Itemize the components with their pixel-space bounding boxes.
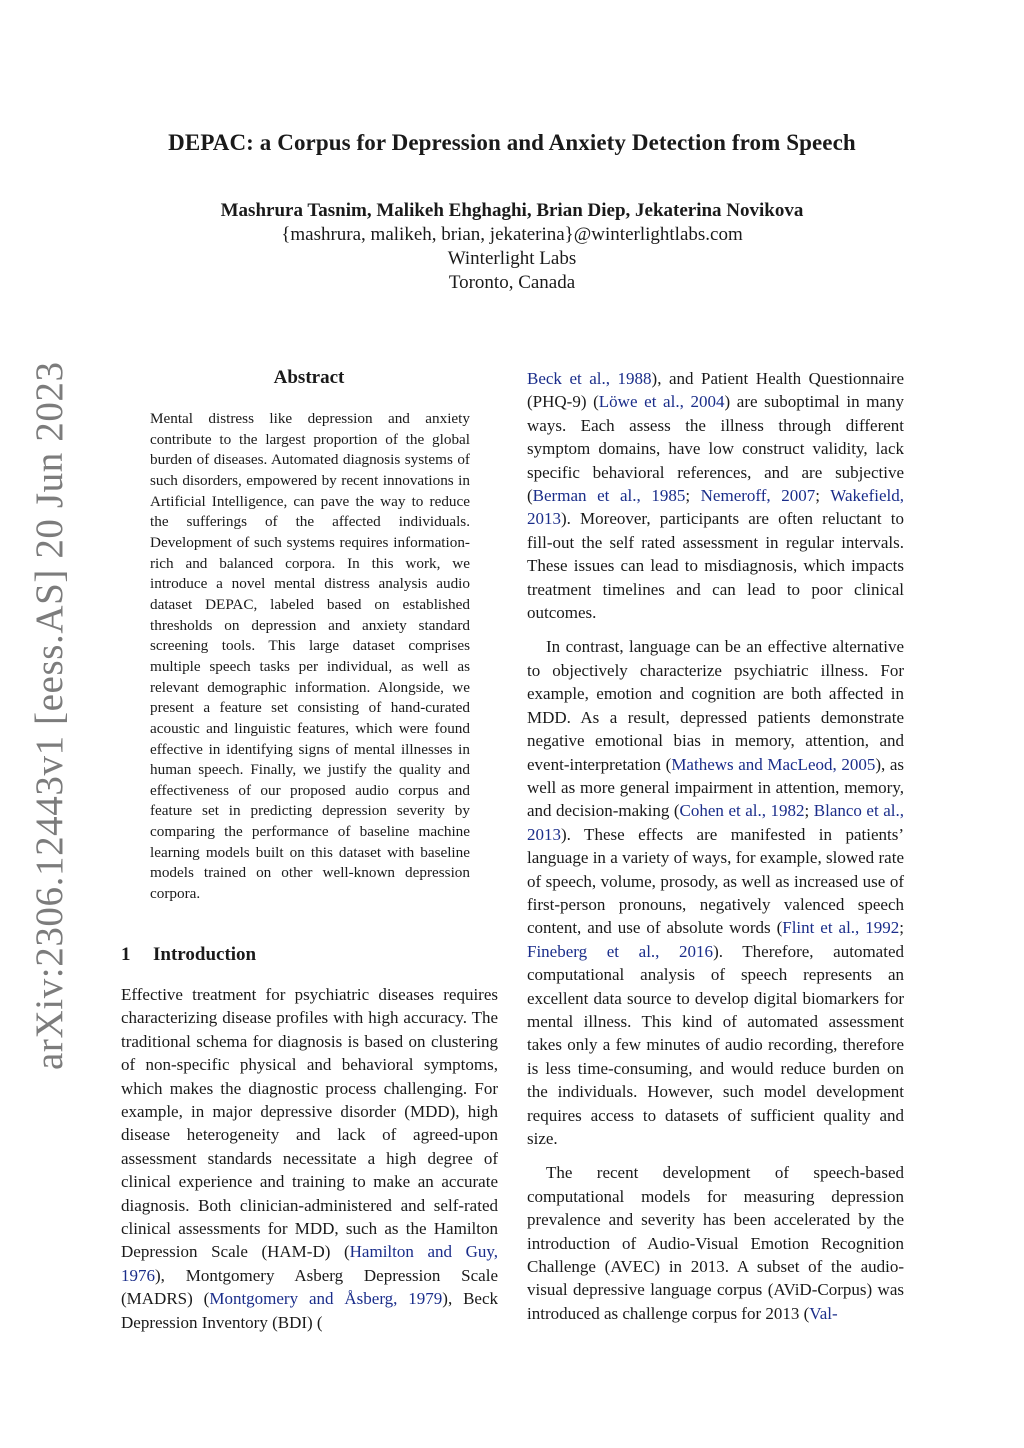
author-emails: {mashrura, malikeh, brian, jekaterina}@winterlightlabs.com xyxy=(281,224,743,245)
text-run: ). Therefore, automated computational analysis of speech represents an excellent data source to develop digital biomarkers for mental illness. This kind of automated assessment takes only a few minutes of audio recording, therefore is less time-consuming, and would reduce burden on the individuals. However, such model development requires access to datasets of sufficient quality and size. xyxy=(527,941,904,1148)
section-number: 1 xyxy=(121,944,131,965)
citation-link[interactable]: Wakefield, 2013 xyxy=(527,486,904,529)
author-block xyxy=(0,199,1024,295)
section-title: Introduction xyxy=(153,944,257,965)
intro-paragraph-2 xyxy=(527,635,904,1150)
abstract-text: Mental distress like depression and anxiety contribute to the largest proportion of the global burden of diseases. Automated diagnosis systems of such disorders, empowered by recent innovations in Artificial Intelligence, can pave the way to reduce the sufferings of the affected individuals. Development of such systems requires information-rich and balanced corpora. In this work, we introduce a novel mental distress analysis audio dataset DEPAC, labeled based on established thresholds on depression and anxiety standard screening tools. This large dataset comprises multiple speech tasks per individual, as well as relevant demographic information. Alongside, we present a feature set consisting of hand-curated acoustic and linguistic features, which were found effective in identifying signs of mental illnesses in human speech. Finally, we justify the quality and effectiveness of our proposed audio corpus and feature set in predicting depression severity by comparing the performance of baseline machine learning models built on this dataset with baseline models trained on other well-known depression corpora. xyxy=(150,410,470,903)
citation-link[interactable]: Fineberg et al., 2016 xyxy=(527,941,714,961)
text-run: ; xyxy=(685,486,701,506)
citation-link[interactable]: Val- xyxy=(809,1303,838,1323)
citation-link[interactable]: Löwe et al., 2004 xyxy=(598,392,725,412)
text-run: ; xyxy=(804,801,814,821)
text-run: ; xyxy=(815,486,831,506)
paper-title: DEPAC: a Corpus for Depression and Anxiety Detection from Speech xyxy=(168,130,856,155)
citation-link[interactable]: Cohen et al., 1982 xyxy=(679,801,805,821)
text-run: ), Beck Depression Inventory (BDI) ( xyxy=(121,1289,499,1332)
intro-paragraph-1-part-b xyxy=(527,367,904,624)
citation-link[interactable]: Berman et al., 1985 xyxy=(532,486,686,506)
citation-link[interactable]: Hamilton and Guy, 1976 xyxy=(121,1242,499,1285)
citation-link[interactable]: Flint et al., 1992 xyxy=(782,918,900,938)
citation-link[interactable]: Blanco et al., 2013 xyxy=(527,801,904,844)
text-run: ), Montgomery Asberg Depression Scale (MADRS) ( xyxy=(121,1265,498,1309)
text-run: ; xyxy=(899,918,904,938)
author-names: Mashrura Tasnim, Malikeh Ehghaghi, Brian Diep, Jekaterina Novikova xyxy=(220,200,804,221)
text-run: Effective treatment for psychiatric diseases requires characterizing disease profiles with high accuracy. The traditional schema for diagnosis is based on clustering of non-specific physical and behavioral symptoms, which makes the diagnostic process challenging. For example, in major depressive disorder (MDD), high disease heterogeneity and lack of agreed-upon assessment standards necessitate a high degree of clinical experience and training to make an accurate diagnosis. Both clinician-administered and self-rated clinical assessments for MDD, such as the Hamilton Depression Scale (HAM-D) ( xyxy=(121,985,498,1262)
body-column-left xyxy=(121,983,498,1334)
arxiv-identifier: arXiv:2306.12443v1 [eess.AS] 20 Jun 2023 xyxy=(28,361,71,1070)
text-run: In contrast, language can be an effective alternative to objectively characterize psychiatric illness. For example, emotion and cognition are both affected in MDD. As a result, depressed patients demonstrate negative emotional bias in memory, attention, and event-interpretation ( xyxy=(527,637,904,774)
intro-paragraph-1-part-a xyxy=(121,983,498,1334)
abstract-heading: Abstract xyxy=(273,367,345,388)
citation-link[interactable]: Beck et al., 1988 xyxy=(527,369,652,388)
citation-link[interactable]: Montgomery and Åsberg, 1979 xyxy=(209,1289,443,1309)
text-run: ). These effects are manifested in patients’ language in a variety of ways, for example, slowed rate of speech, volume, prosody, as well as increased use of first-person pronouns, negatively valenced speech content, and use of absolute words ( xyxy=(527,824,904,938)
text-run: ) are suboptimal in many ways. Each assess the illness through different symptom domains, have low construct validity, lack specific behavioral references, and are subjective ( xyxy=(527,392,904,506)
body-column-right xyxy=(527,367,904,1325)
text-run: ), as well as more general impairment in attention, memory, and decision-making ( xyxy=(527,754,905,821)
citation-link[interactable]: Nemeroff, 2007 xyxy=(700,486,816,506)
section-heading-introduction xyxy=(121,944,256,966)
text-run: ), and Patient Health Questionnaire (PHQ-9) ( xyxy=(527,369,904,412)
text-run: ). Moreover, participants are often reluctant to fill-out the self rated assessment in regular intervals. These issues can lead to misdiagnosis, which impacts treatment timelines and can lead to poor clinical outcomes. xyxy=(527,509,904,623)
affiliation: Winterlight Labs xyxy=(447,248,577,269)
text-run: The recent development of speech-based computational models for measuring depression prevalence and severity has been accelerated by the introduction of Audio-Visual Emotion Recognition Challenge (AVEC) in 2013. A subset of the audio-visual depressive language corpus (AViD-Corpus) was introduced as challenge corpus for 2013 ( xyxy=(527,1163,904,1323)
citation-link[interactable]: Mathews and MacLeod, 2005 xyxy=(671,754,876,774)
intro-paragraph-3 xyxy=(527,1161,904,1325)
location: Toronto, Canada xyxy=(448,272,576,293)
